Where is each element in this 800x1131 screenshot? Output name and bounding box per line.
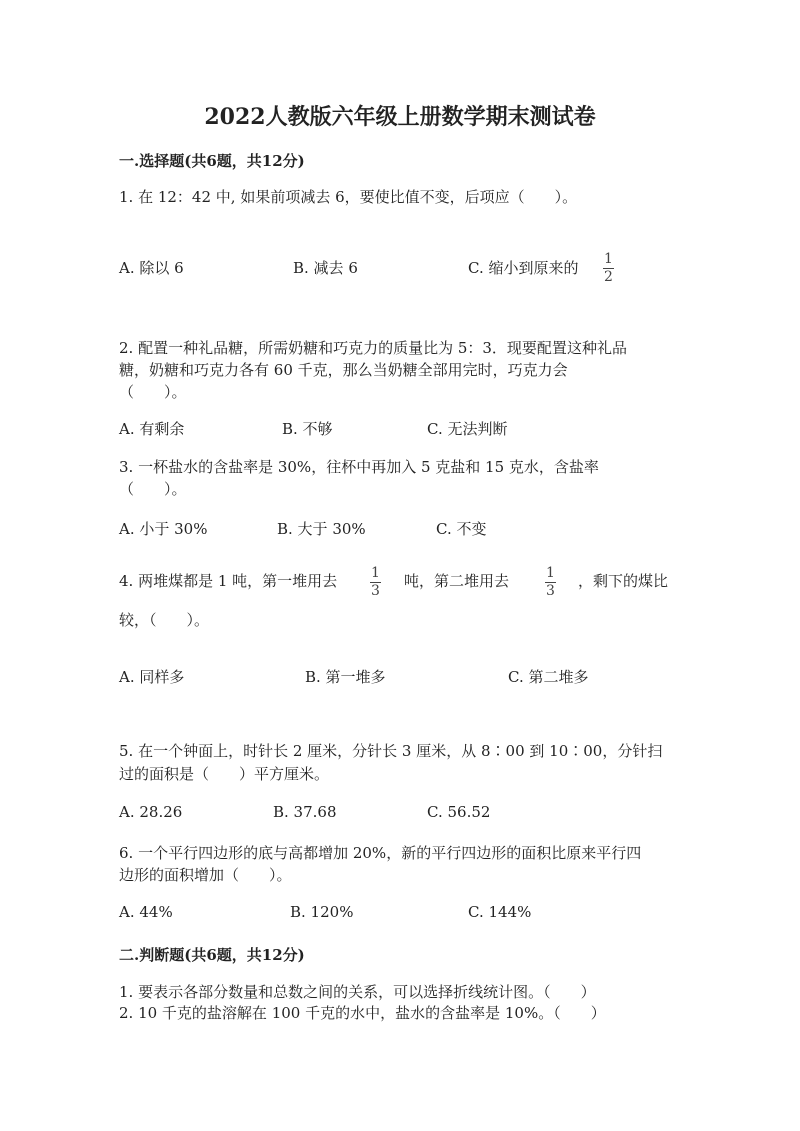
- question-5-option-a: A. 28.26: [119, 803, 183, 821]
- question-3-option-c: C. 不变: [436, 520, 487, 538]
- judgement-question-1: 1. 要表示各部分数量和总数之间的关系，可以选择折线统计图。（ ）: [119, 983, 596, 1001]
- question-4-part-2: 吨，第二堆用去: [404, 572, 510, 590]
- fraction-numerator: 1: [604, 251, 613, 267]
- question-4-option-a: A. 同样多: [119, 668, 185, 686]
- section-heading-judgement: 二.判断题(共6题，共12分): [119, 946, 305, 964]
- question-4-line-2: 较，（ ）。: [119, 611, 210, 629]
- question-6-option-c: C. 144%: [468, 903, 532, 921]
- question-5-option-b: B. 37.68: [273, 803, 337, 821]
- question-6-line-2: 边形的面积增加（ ）。: [119, 866, 292, 884]
- question-4-fraction-1: [370, 566, 381, 599]
- question-2-line-2: 糖，奶糖和巧克力各有 60 千克，那么当奶糖全部用完时，巧克力会: [119, 361, 568, 379]
- question-6-option-b: B. 120%: [290, 903, 354, 921]
- question-2-line-3: （ ）。: [119, 383, 187, 401]
- question-1-option-c: C. 缩小到原来的: [468, 259, 579, 277]
- question-4-option-b: B. 第一堆多: [305, 668, 386, 686]
- fraction-numerator: 1: [546, 565, 555, 581]
- question-2-option-c: C. 无法判断: [427, 420, 508, 438]
- fraction-denominator: 3: [371, 583, 380, 599]
- question-5-line-2: 过的面积是（ ）平方厘米。: [119, 765, 330, 783]
- fraction-numerator: 1: [371, 565, 380, 581]
- question-5-option-c: C. 56.52: [427, 803, 491, 821]
- question-2-option-a: A. 有剩余: [119, 420, 185, 438]
- question-1-fraction: [603, 252, 614, 285]
- question-4-option-c: C. 第二堆多: [508, 668, 589, 686]
- question-1-option-a: A. 除以 6: [119, 259, 184, 277]
- fraction-denominator: 3: [546, 583, 555, 599]
- question-3-line-2: （ ）。: [119, 480, 187, 498]
- question-2-line-1: 2. 配置一种礼品糖，所需奶糖和巧克力的质量比为 5：3．现要配置这种礼品: [119, 339, 627, 357]
- fraction-denominator: 2: [604, 269, 613, 285]
- question-4-part-3: ，剩下的煤比: [578, 572, 669, 590]
- question-1-text: 1. 在 12：42 中, 如果前项减去 6，要使比值不变，后项应（ ）。: [119, 188, 578, 206]
- question-6-option-a: A. 44%: [119, 903, 173, 921]
- judgement-question-2: 2. 10 千克的盐溶解在 100 千克的水中，盐水的含盐率是 10%。（ ）: [119, 1004, 606, 1022]
- question-3-option-b: B. 大于 30%: [277, 520, 366, 538]
- question-3-option-a: A. 小于 30%: [119, 520, 208, 538]
- question-1-option-b: B. 减去 6: [293, 259, 358, 277]
- question-4-fraction-2: [545, 566, 556, 599]
- question-4-part-1: 4. 两堆煤都是 1 吨，第一堆用去: [119, 572, 338, 590]
- question-6-line-1: 6. 一个平行四边形的底与高都增加 20%，新的平行四边形的面积比原来平行四: [119, 844, 642, 862]
- question-5-line-1: 5. 在一个钟面上，时针长 2 厘米，分针长 3 厘米，从 8∶00 到 10∶00，分针扫: [119, 742, 663, 760]
- section-heading-choice: 一.选择题(共6题，共12分): [119, 152, 305, 170]
- question-3-line-1: 3. 一杯盐水的含盐率是 30%，往杯中再加入 5 克盐和 15 克水，含盐率: [119, 458, 599, 476]
- page-title: 2022人教版六年级上册数学期末测试卷: [204, 104, 596, 130]
- question-2-option-b: B. 不够: [282, 420, 333, 438]
